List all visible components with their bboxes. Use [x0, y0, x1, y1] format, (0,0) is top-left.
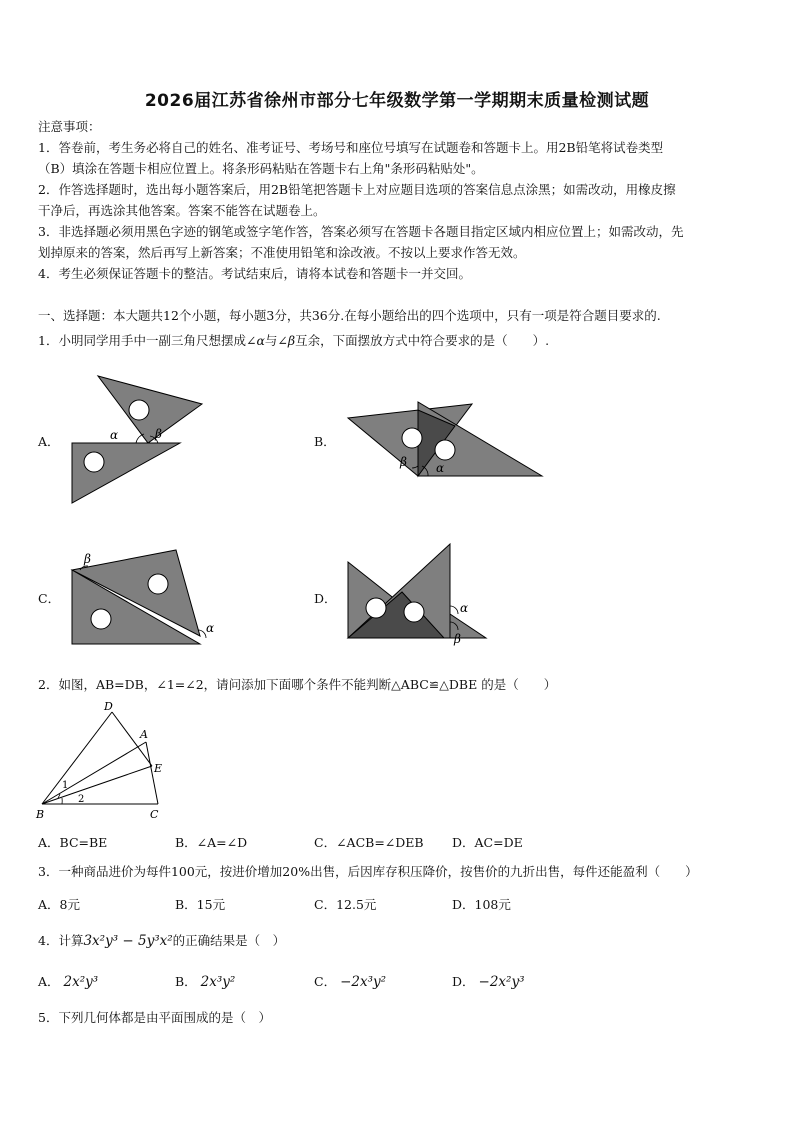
segment-BD	[42, 712, 112, 804]
q1-figure-d[interactable]	[342, 540, 492, 646]
q4-option-b-label: B．	[175, 974, 197, 989]
alpha-symbol: α	[256, 333, 265, 348]
q2-triangle-figure	[34, 700, 170, 822]
notice-line-7: 4．考生必须保证答题卡的整洁。考试结束后，请将本试卷和答题卡一并交回。	[38, 266, 471, 281]
angle-arc	[450, 606, 458, 614]
q3-option-d[interactable]: D．108元	[452, 897, 511, 912]
q4-stem-part-b: 的正确结果是（ ）	[172, 933, 286, 948]
beta-label: β	[454, 632, 461, 646]
q4-option-c-label: C．	[314, 974, 337, 989]
q1-option-c-label[interactable]: C．	[38, 591, 61, 606]
notice-line-4: 干净后，再选涂其他答案。答案不能答在试题卷上。	[38, 203, 326, 218]
q4-option-b[interactable]	[175, 972, 235, 990]
q4-option-c[interactable]	[314, 972, 386, 990]
q1-option-b-label[interactable]: B．	[314, 434, 336, 449]
alpha-label: α	[436, 461, 445, 475]
section-heading: 一、选择题：本大题共12个小题，每小题3分，共36分.在每小题给出的四个选项中，只有一项是符合题目要求的.	[38, 308, 661, 323]
point-D-label: D	[104, 700, 113, 713]
notice-line-3: 2．作答选择题时，选出每小题答案后，用2B铅笔把答题卡上对应题目选项的答案信息点涂黑；如需改动，用橡皮擦	[38, 182, 676, 197]
q4-option-b-expr: 2x³y²	[200, 974, 236, 990]
point-B-label: B	[36, 808, 45, 821]
q1-stem-part-c: 互余，下面摆放方式中符合要求的是（ ）.	[295, 333, 550, 348]
hole-circle	[148, 574, 168, 594]
q1-figure-b[interactable]	[342, 396, 548, 482]
question-3-stem: 3．一种商品进价为每件100元，按进价增加20%出售，后因库存积压降价，按售价的九折出售，每件还能盈利（ ）	[38, 864, 698, 879]
q4-option-a[interactable]	[38, 972, 98, 990]
question-1-stem	[38, 330, 760, 351]
q2-option-a[interactable]: A．BC=BE	[38, 835, 108, 850]
q4-option-a-expr: 2x²y³	[63, 974, 99, 990]
hole-circle	[404, 602, 424, 622]
page-title: 2026届江苏省徐州市部分七年级数学第一学期期末质量检测试题	[144, 91, 650, 111]
q1-figure-c[interactable]	[66, 544, 226, 650]
q2-option-b[interactable]: B．∠A=∠D	[175, 835, 248, 850]
q3-option-a[interactable]: A．8元	[38, 897, 80, 912]
alpha-label: α	[110, 428, 119, 442]
q2-option-c[interactable]: C．∠ACB=∠DEB	[314, 835, 424, 850]
notice-line-1: 1．答卷前，考生务必将自己的姓名、准考证号、考场号和座位号填写在试题卷和答题卡上。用2B铅笔将试卷类型	[38, 140, 664, 155]
hole-circle	[91, 609, 111, 629]
beta-label: β	[400, 455, 407, 469]
q4-option-a-label: A．	[38, 974, 60, 989]
question-5-stem: 5．下列几何体都是由平面围成的是（ ）	[38, 1010, 271, 1025]
question-4-stem	[38, 930, 760, 952]
beta-label: β	[155, 427, 162, 441]
q2-option-d[interactable]: D．AC=DE	[452, 835, 523, 850]
notice-line-6: 划掉原来的答案，然后再写上新答案；不准使用铅笔和涂改液。不按以上要求作答无效。	[38, 245, 526, 260]
q1-stem-part-b: 与∠	[264, 333, 288, 348]
q4-option-d-label: D．	[452, 974, 475, 989]
notice-heading: 注意事项：	[38, 119, 101, 134]
q1-figure-a[interactable]	[66, 370, 206, 510]
alpha-label: α	[460, 601, 469, 615]
q3-option-c[interactable]: C．12.5元	[314, 897, 377, 912]
q3-option-b[interactable]: B．15元	[175, 897, 226, 912]
set-square-bottom	[72, 443, 180, 503]
beta-label: β	[84, 552, 91, 566]
hole-circle	[435, 440, 455, 460]
hole-circle	[84, 452, 104, 472]
hole-circle	[129, 400, 149, 420]
beta-symbol: β	[287, 333, 296, 348]
q4-option-c-expr: −2x³y²	[340, 974, 387, 990]
alpha-label: α	[206, 621, 215, 635]
hole-circle	[366, 598, 386, 618]
question-2-stem: 2．如图，AB=DB，∠1=∠2，请问添加下面哪个条件不能判断△ABC≌△DBE 的是（ ）	[38, 677, 557, 692]
q1-option-d-label[interactable]: D．	[314, 591, 337, 606]
q4-stem-part-a: 4．计算	[38, 933, 84, 948]
angle-2-label: 2	[78, 794, 85, 805]
notice-line-2: （B）填涂在答题卡相应位置上。将条形码粘贴在答题卡右上角"条形码粘贴处"。	[38, 161, 484, 176]
angle-1-label: 1	[62, 780, 69, 791]
q4-option-d[interactable]	[452, 972, 524, 990]
point-A-label: A	[140, 728, 148, 741]
q1-stem-part-a: 1．小明同学用手中一副三角尺想摆成∠	[38, 333, 257, 348]
notice-line-5: 3．非选择题必须用黑色字迹的钢笔或签字笔作答，答案必须写在答题卡各题目指定区域内相应位置上；如需改动，先	[38, 224, 684, 239]
point-C-label: C	[150, 808, 159, 821]
q1-option-a-label[interactable]: A．	[38, 434, 60, 449]
q4-option-d-expr: −2x²y³	[478, 974, 525, 990]
hole-circle	[402, 428, 422, 448]
q4-expression: 3x²y³ − 5y³x²	[83, 933, 173, 949]
point-E-label: E	[154, 762, 163, 775]
